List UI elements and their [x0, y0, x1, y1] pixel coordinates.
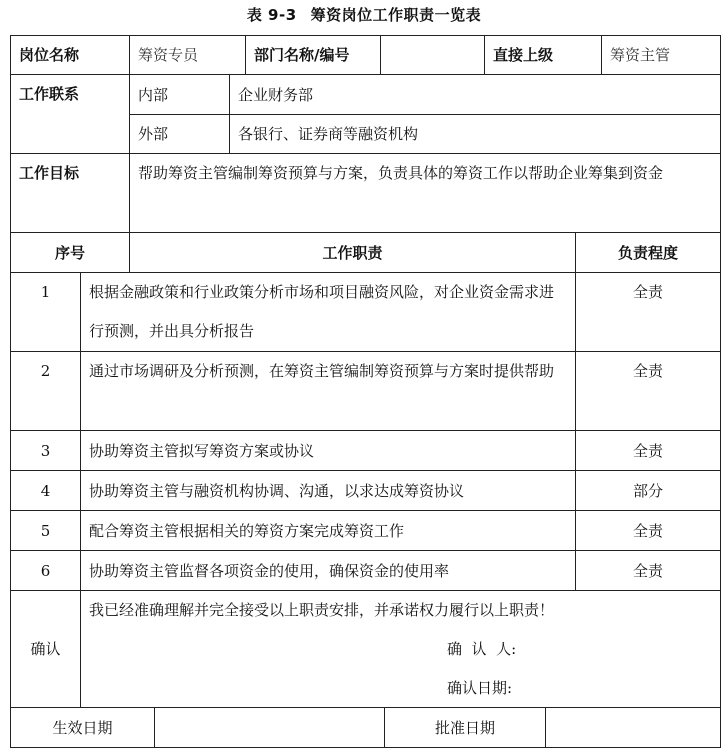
internal-label: 内部: [129, 74, 230, 115]
duty-seq: 5: [10, 510, 81, 551]
duty-seq: 1: [10, 272, 81, 352]
confirm-person-label: 确 认 人:: [447, 640, 517, 658]
goal-text: 帮助筹资主管编制筹资预算与方案，负责具体的筹资工作以帮助企业筹集到资金: [129, 153, 721, 233]
duty-level: 部分: [575, 470, 721, 511]
superior-label: 直接上级: [484, 35, 602, 75]
column-duty: 工作职责: [129, 232, 576, 273]
duty-level: 全责: [575, 351, 721, 431]
goal-label: 工作目标: [10, 153, 130, 233]
table-number: 表 9-3: [246, 6, 297, 24]
superior-value: 筹资主管: [601, 35, 721, 75]
effective-date-value: [154, 707, 385, 748]
table-title: [0, 4, 728, 25]
position-label: 岗位名称: [10, 35, 130, 75]
duty-text: 协助筹资主管与融资机构协调、沟通，以求达成筹资协议: [80, 470, 576, 511]
dept-label: 部门名称/编号: [245, 35, 381, 75]
column-level: 负责程度: [575, 232, 721, 273]
duty-seq: 6: [10, 550, 81, 591]
external-value: 各银行、证券商等融资机构: [229, 114, 721, 154]
duty-text: 协助筹资主管监督各项资金的使用，确保资金的使用率: [80, 550, 576, 591]
confirm-date-label: 确认日期:: [447, 679, 513, 697]
approval-date-label: 批准日期: [384, 707, 546, 748]
duty-seq: 4: [10, 470, 81, 511]
effective-date-label: 生效日期: [10, 707, 155, 748]
column-seq: 序号: [10, 232, 130, 273]
duty-level: 全责: [575, 550, 721, 591]
duty-text: 根据金融政策和行业政策分析市场和项目融资风险，对企业资金需求进行预测，并出具分析报告: [80, 272, 576, 352]
position-value: 筹资专员: [129, 35, 246, 75]
duty-level: 全责: [575, 510, 721, 551]
duty-level: 全责: [575, 430, 721, 471]
duty-seq: 3: [10, 430, 81, 471]
duty-level: 全责: [575, 272, 721, 352]
duty-seq: 2: [10, 351, 81, 431]
approval-date-value: [545, 707, 721, 748]
confirm-label: 确认: [10, 590, 81, 708]
confirm-statement: 我已经准确理解并完全接受以上职责安排，并承诺权力履行以上职责！: [89, 601, 555, 619]
duty-text: 配合筹资主管根据相关的筹资方案完成筹资工作: [80, 510, 576, 551]
external-label: 外部: [129, 114, 230, 154]
relations-label: 工作联系: [10, 74, 130, 154]
table-title-text: 筹资岗位工作职责一览表: [310, 6, 482, 24]
duty-text: 通过市场调研及分析预测，在筹资主管编制筹资预算与方案时提供帮助: [80, 351, 576, 431]
confirm-box: [80, 590, 721, 708]
duty-text: 协助筹资主管拟写筹资方案或协议: [80, 430, 576, 471]
dept-value: [380, 35, 485, 75]
internal-value: 企业财务部: [229, 74, 721, 115]
